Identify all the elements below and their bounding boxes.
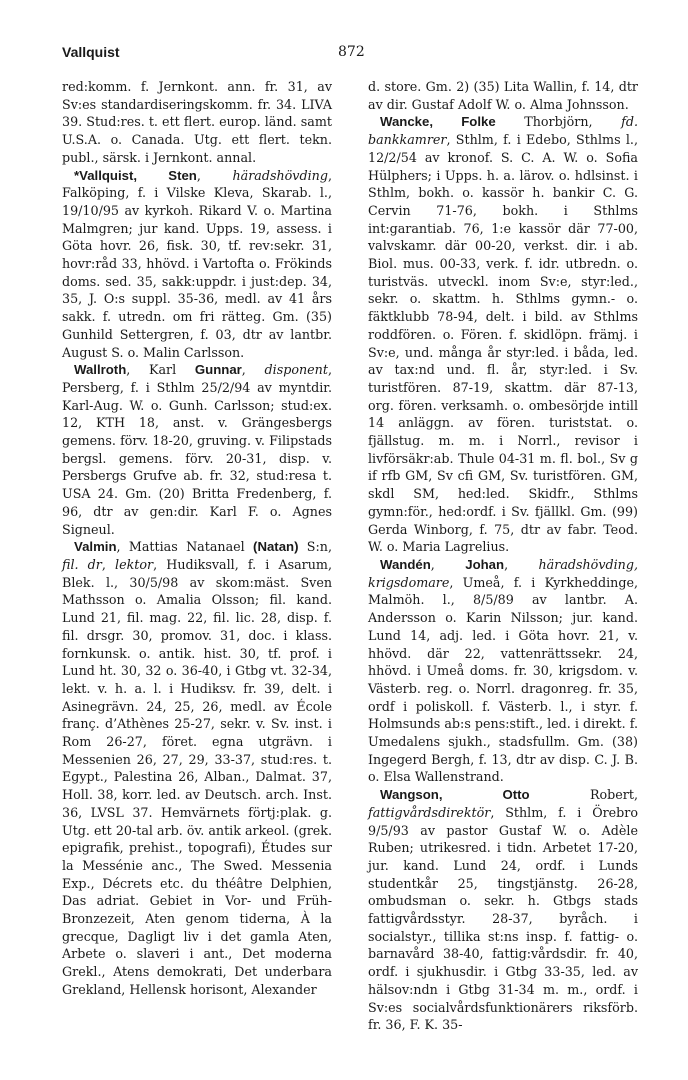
entry-body: , Falköping, f. i Vilske Kleva, Skarab. l., 19/10/95 av kyrkoh. Rikard V. o. Martina Malmgren; jur kand. Upps. 19, assess. i Göta hovr. 26, fisk. 30, tf. rev:sekr. 31, hovr:råd 33, hhövd. i Vartofta o. Frökinds doms. sed. 35, sakk:uppdr. i just:dep. 34, 35, J. O:s suppl. 35-36, medl. av 41 års sakk. f. utredn. om fri rätteg. Gm. (35) Gunhild Settergren, f. 03, dtr av lantbr. August S. o. Malin Carlsson. (62, 167, 332, 360)
entry-given-prefix: , Karl (126, 362, 195, 378)
entry-separator: , (504, 556, 539, 572)
entry-given-name: Sten (168, 167, 197, 183)
entry-wancke-folke (368, 113, 638, 556)
entry-given-name: (Natan) (253, 539, 299, 555)
entry-given-name: Johan (465, 556, 505, 572)
entry-body: , Sthlm, f. i Edebo, Sthlms l., 12/2/54 av kronof. S. C. A. W. o. Sofia Hülphers; i Upps. h. a. lärov. o. hdlsinst. i Sthlm, bokh. o. kassör h. bankir C. G. Cervin 71-76, bokh. i Sthlms int:garantiab. 76, 1:e kassör där 77-00, valvskamr. där 00-20, verkst. dir. i ab. Biol. mus. 00-33, verk. f. idr. utbredn. o. turistväs. utveckl. inom Sv:e, styr:led., sekr. o. skattm. h. Sthlms gymn.- o. fäktklubb 78-94, delt. i bild. av Sthlms roddfören. o. Fören. f. skidlöpn. främj. i Sv:e, und. många år styr:led. i båda, led. av tax:nd und. fl. år, styr:led. i Sv. turistfören. 87-19, skattm. där 87-13, org. fören. verksamh. o. ombesörjde intill 14 anläggn. av fören. turiststat. o. fjällstug. m. m. i Norrl., revisor i livförsäkr:ab. Thule 04-31 m. fl. bol., Sv g if rfb GM, Sv cfi GM, Sv. turistfören. GM, skdl SM, hed:led. Skidfr., Sthlms gymn:för., hed:ordf. i Sv. fjällkl. Gm. (99) Gerda Winborg, f. 75, dtr av fabr. Teod. W. o. Maria Lagrelius. (368, 132, 638, 555)
entry-continuation (62, 78, 332, 167)
entry-given-rest: Robert, (529, 787, 638, 803)
entry-given-prefix: , Mattias Natanael (116, 539, 254, 555)
entry-surname: Valmin (74, 539, 117, 555)
entry-wanden-johan (368, 556, 638, 786)
left-column (62, 78, 332, 999)
entry-body: , Hudiksvall, f. i Asarum, Blek. l., 30/5/98 av skom:mäst. Sven Mathsson o. Amalia Olsson; fil. kand. Lund 21, fil. mag. 22, fil. lic. 28, disp. f. fil. drsgr. 30, promov. 31, doc. i klass. fornkunsk. o. antik. hist. 30, tf. prof. i Lund ht. 30, 32 o. 36-40, i Gtbg vt. 32-34, lekt. v. h. a. l. i Hudiksv. fr. 39, delt. i Asinegrävn. 24, 25, 26, medl. av École franç. d’Athènes 25-27, sekr. v. Sv. inst. i Rom 26-27, föret. egna utgrävn. i Messenien 26, 27, 29, 33-37, stud:res. t. Egypt., Palestina 26, Alban., Dalmat. 37, Holl. 38, korr. led. av Deutsch. arch. Inst. 36, LVSL 37. Hemvärnets förtj:plak. g. Utg. ett 20-tal arb. öv. antik arkeol. (grek. epigrafik, prehist., topografi), Études sur la Messénie anc., The Swed. Messenia Exp., Décrets etc. du théâtre Delphien, Das adriat. Gebiet in Vor- und Früh-Bronzezeit, Aten genom tiderna, À la grecque, Dagligt liv i det gamla Aten, Arbete o. slaveri i ant., Det moderna Grekl., Atens demokrati, Det underbara Grekland, Hellensk horisont, Alexander (62, 556, 332, 997)
entry-separator: , (196, 167, 233, 183)
entry-surname: Wangson, (380, 787, 503, 803)
entry-body: , Persberg, f. i Sthlm 25/2/94 av myntdir. Karl-Aug. W. o. Gunh. Carlsson; stud:ex. 12, KTH 18, anst. v. Grängesbergs gemens. förv. 18-20, gruving. v. Filipstads bergsl. gemens. förv. 20-31, disp. v. Persbergs Grufve ab. fr. 32, stud:resa t. USA 24. Gm. (20) Britta Fredenberg, f. 96, dtr av gen:dir. Karl F. o. Agnes Signeul. (62, 362, 332, 537)
entry-title: häradshövding, krigsdomare (368, 556, 638, 590)
entry-given-rest: Thorbjörn, (495, 114, 622, 130)
entry-title-secondary: lektor (115, 556, 154, 572)
entry-wangson-otto (368, 786, 638, 1034)
entry-separator: , (430, 556, 466, 572)
entry-body-prefix: S:n, (298, 539, 332, 555)
entry-title: fd. bankkamrer (368, 114, 638, 148)
entry-surname: Wancke, (380, 114, 462, 130)
entry-separator: , (101, 556, 116, 572)
entry-text: red:komm. f. Jernkont. ann. fr. 31, av Sv:es standardiseringskomm. fr. 34. LIVA 39. Stud:res. t. ett flert. europ. länd. samt U.S.A. o. Canada. Utg. ett flert. tekn. publ., särsk. i Jernkont. annal. (62, 79, 332, 165)
running-head: Vallquist (62, 44, 120, 60)
entry-marker: * (74, 167, 80, 183)
entry-title: disponent (264, 362, 328, 378)
entry-surname: Wandén (380, 556, 431, 572)
entry-surname: Wallroth (74, 362, 127, 378)
entry-body: , Sthlm, f. i Örebro 9/5/93 av pastor Gustaf W. o. Adèle Ruben; utrikesred. i tidn. Arbetet 17-20, jur. kand. Lund 24, ordf. i Lunds studentkår 25, tingstjänstg. 26-28, ombudsman o. sekr. h. Gtbgs stads fattigvårdsstyr. 28-37, byråch. i socialstyr., tillika st:ns insp. f. fattig- o. barnavård 38-40, fattig:vårdsdir. fr. 40, ordf. i sjukhusdir. i Gtbg 33-35, led. av hälsov:ndn i Gtbg 31-34 m. m., ordf. i Sv:es socialvårdsfunktionärers riksförb. fr. 36, F. K. 35- (368, 804, 638, 1033)
entry-given-name: Otto (502, 787, 530, 803)
page-number: 872 (338, 44, 365, 60)
entry-title: häradshövding (232, 167, 328, 183)
entry-surname: Vallquist, (79, 167, 169, 183)
entry-continuation (368, 78, 638, 113)
entry-title: fil. dr (62, 556, 102, 572)
entry-body: , Umeå, f. i Kyrkheddinge, Malmöh. l., 8/5/89 av lantbr. A. Andersson o. Karin Nilsson; jur. kand. Lund 14, adj. led. i Göta hovr. 21, v. hhövd. där 22, vattenrättssekr. 24, hhövd. i Umeå doms. fr. 30, krigsdom. v. Västerb. reg. o. Norrl. dragonreg. fr. 35, ordf i poliskoll. f. Västerb. l., i styr. f. Holmsunds ab:s pens:stift., led. i direkt. f. Umedalens sjukh., stadsfullm. Gm. (38) Ingegerd Bergh, f. 13, dtr av disp. C. J. B. o. Elsa Wallenstrand. (368, 574, 638, 785)
entry-given-name: Folke (461, 114, 496, 130)
page-header (62, 44, 632, 66)
entry-title: fattigvårdsdirektör (368, 804, 491, 820)
right-column (368, 78, 638, 1034)
entry-wallroth-gunnar (62, 361, 332, 538)
entry-vallquist-sten (62, 167, 332, 362)
entry-valmin-natan (62, 538, 332, 998)
entry-text: d. store. Gm. 2) (35) Lita Wallin, f. 14, dtr av dir. Gustaf Adolf W. o. Alma Johnsson. (368, 79, 638, 112)
entry-separator: , (241, 362, 265, 378)
entry-given-name: Gunnar (194, 362, 242, 378)
